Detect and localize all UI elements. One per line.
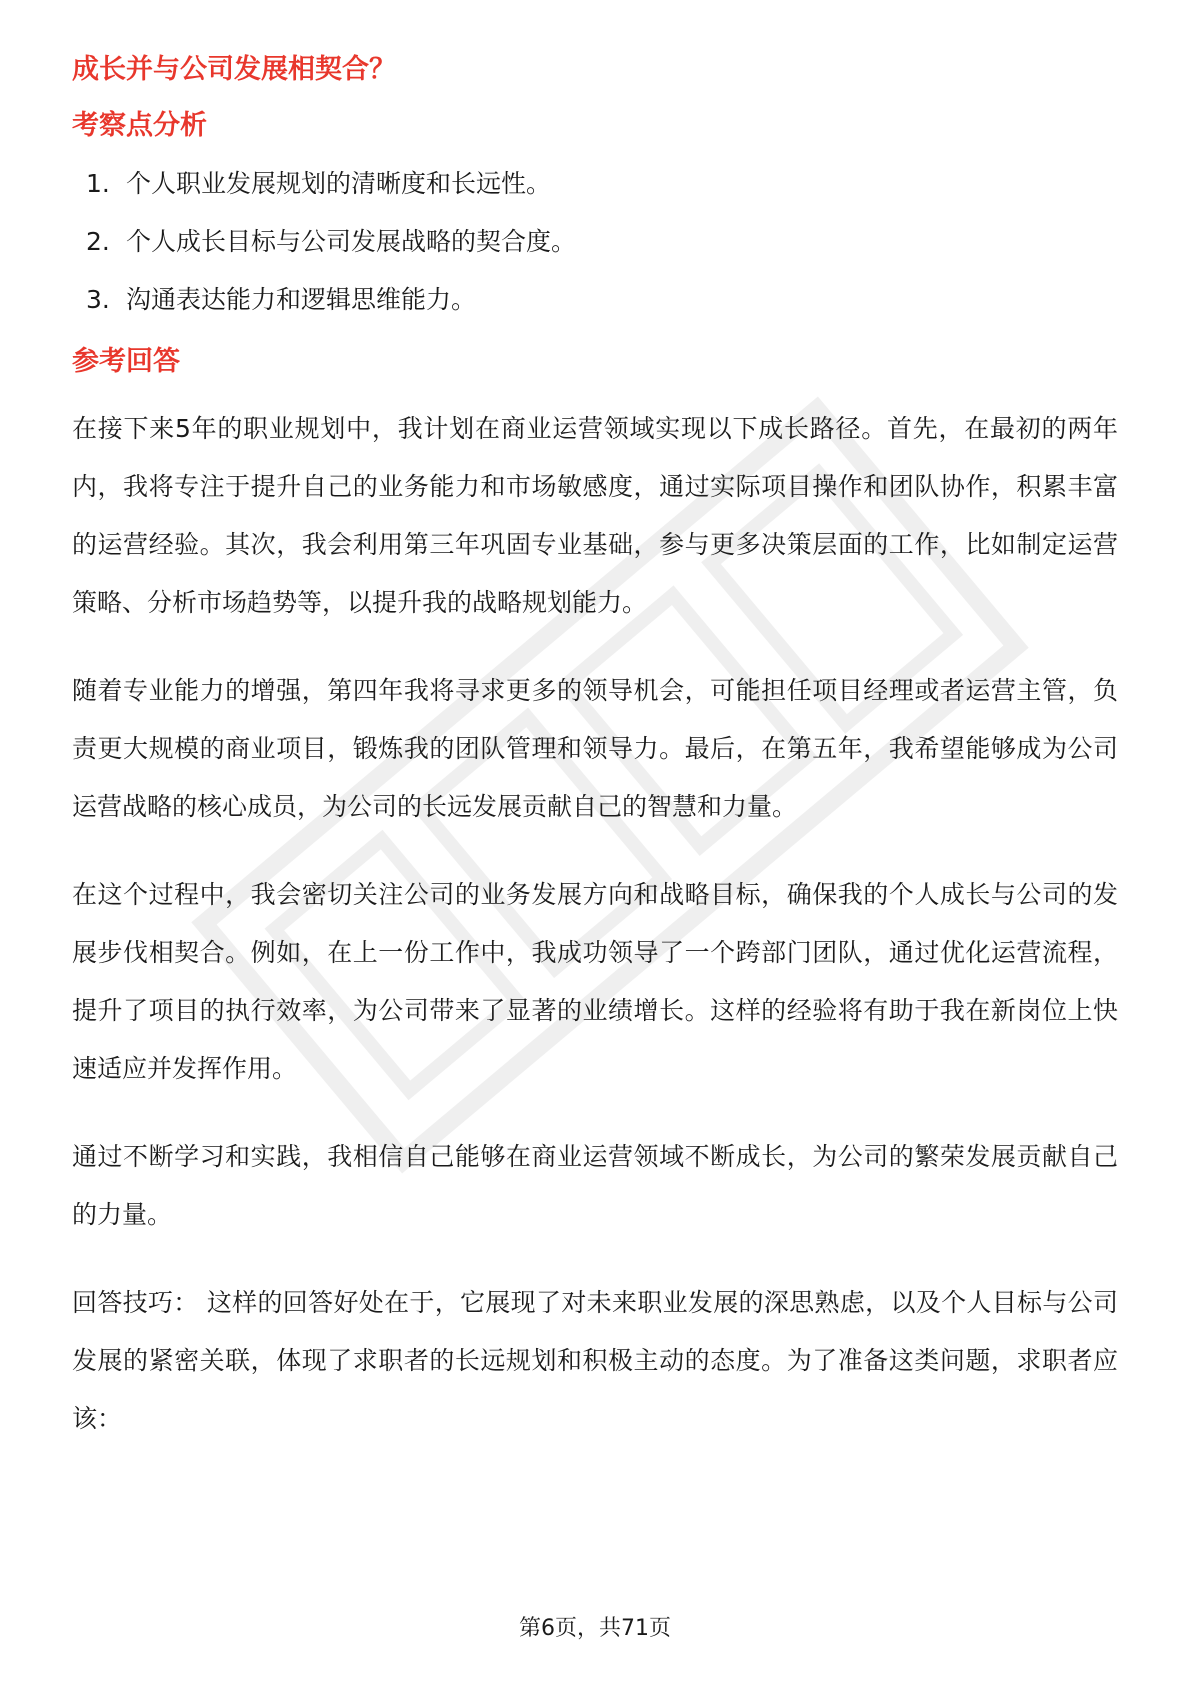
answer-paragraph-1: 在接下来5年的职业规划中，我计划在商业运营领域实现以下成长路径。首先，在最初的两年内，我将专注于提升自己的业务能力和市场敏感度，通过实际项目操作和团队协作，积累丰富的运营经验。其次，我会利用第三年巩固专业基础，参与更多决策层面的工作，比如制定运营策略、分析市场趋势等，以提升我的战略规划能力。 bbox=[72, 414, 1118, 617]
list-item-number: 1. bbox=[86, 169, 110, 198]
page-number-footer: 第6页，共71页 bbox=[519, 1616, 671, 1641]
list-item bbox=[86, 164, 1118, 204]
answer-paragraph-3: 在这个过程中，我会密切关注公司的业务发展方向和战略目标，确保我的个人成长与公司的发展步伐相契合。例如，在上一份工作中，我成功领导了一个跨部门团队，通过优化运营流程，提升了项目的执行效率，为公司带来了显著的业绩增长。这样的经验将有助于我在新岗位上快速适应并发挥作用。 bbox=[72, 880, 1118, 1083]
list-item bbox=[86, 280, 1118, 320]
answer-tips-paragraph: 回答技巧： 这样的回答好处在于，它展现了对未来职业发展的深思熟虑，以及个人目标与公司发展的紧密关联，体现了求职者的长远规划和积极主动的态度。为了准备这类问题，求职者应该： bbox=[72, 1288, 1118, 1433]
answer-paragraph-2: 随着专业能力的增强，第四年我将寻求更多的领导机会，可能担任项目经理或者运营主管，负责更大规模的商业项目，锻炼我的团队管理和领导力。最后，在第五年，我希望能够成为公司运营战略的核心成员，为公司的长远发展贡献自己的智慧和力量。 bbox=[72, 676, 1118, 821]
document-content bbox=[72, 50, 1118, 1448]
analysis-list bbox=[72, 164, 1118, 320]
section-title-answer: 参考回答 bbox=[72, 346, 180, 377]
list-item-text: 个人成长目标与公司发展战略的契合度。 bbox=[126, 227, 577, 256]
list-item-text: 沟通表达能力和逻辑思维能力。 bbox=[126, 285, 477, 314]
answer-paragraph-4: 通过不断学习和实践，我相信自己能够在商业运营领域不断成长，为公司的繁荣发展贡献自己的力量。 bbox=[72, 1142, 1118, 1229]
section-title-analysis: 考察点分析 bbox=[72, 110, 207, 141]
list-item-text: 个人职业发展规划的清晰度和长远性。 bbox=[126, 169, 552, 198]
question-heading: 成长并与公司发展相契合？ bbox=[72, 54, 396, 85]
list-item bbox=[86, 222, 1118, 262]
list-item-number: 2. bbox=[86, 227, 110, 256]
list-item-number: 3. bbox=[86, 285, 110, 314]
